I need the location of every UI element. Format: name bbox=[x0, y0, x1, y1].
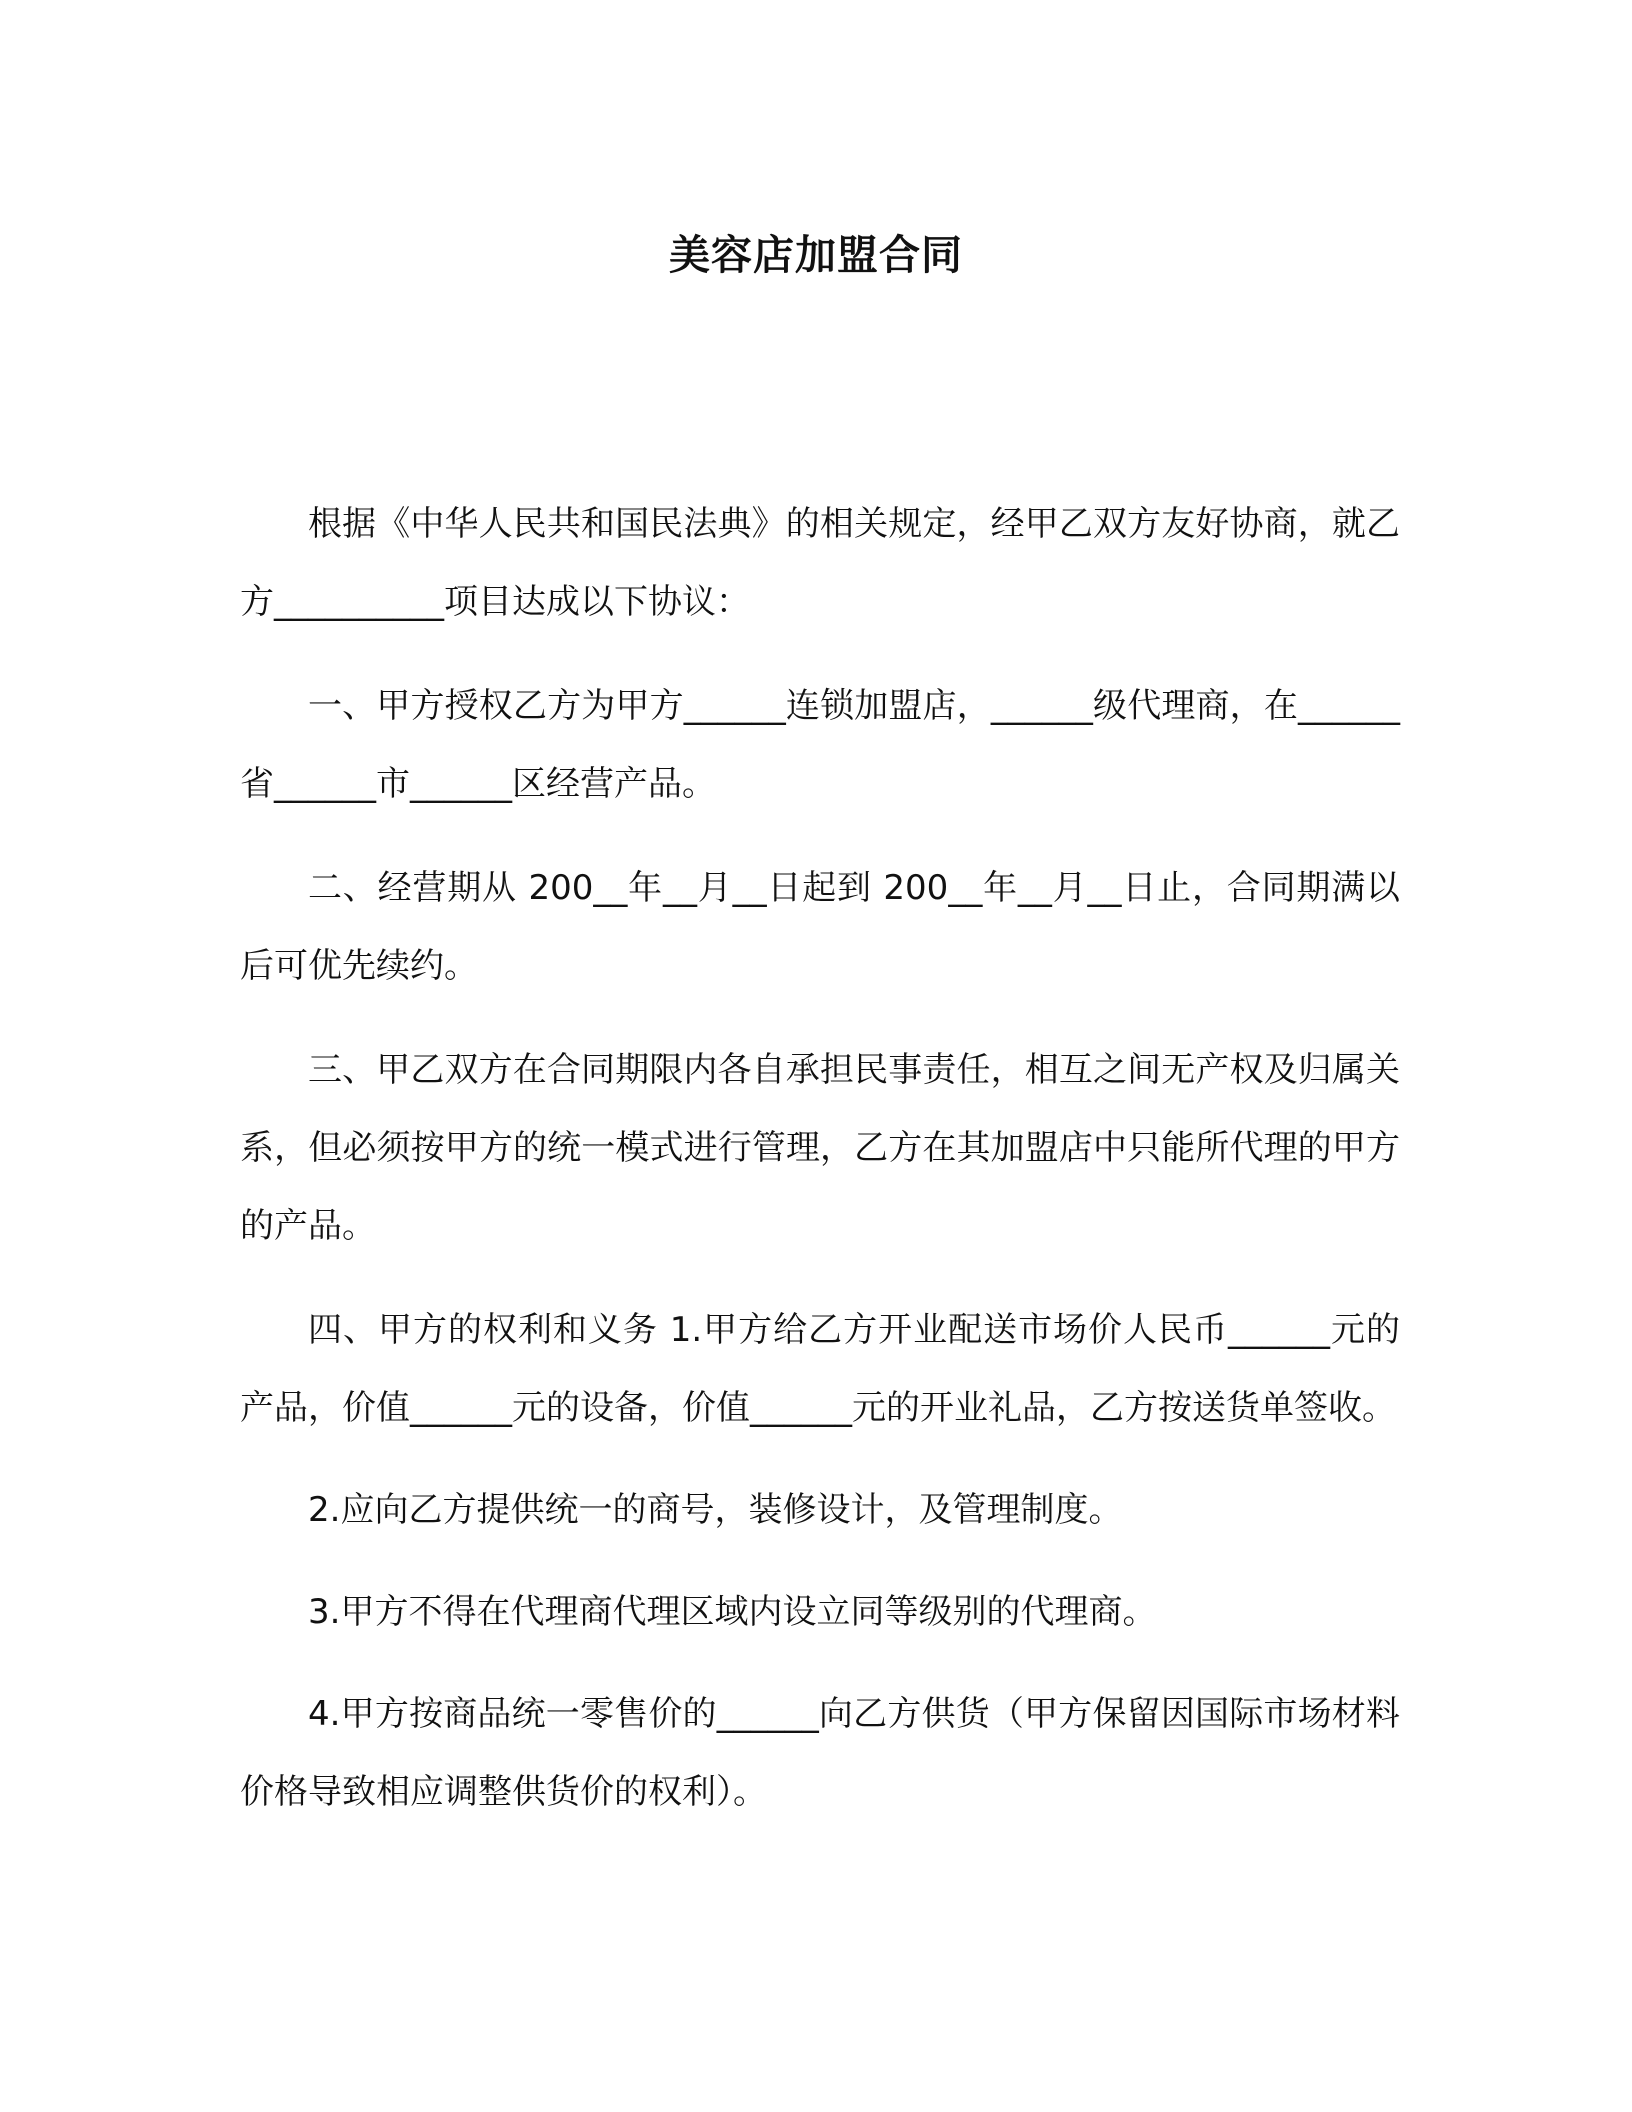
paragraph-clause-3: 三、甲乙双方在合同期限内各自承担民事责任，相互之间无产权及归属关系，但必须按甲方的统一模式进行管理，乙方在其加盟店中只能所代理的甲方的产品。 bbox=[240, 1050, 1400, 1246]
paragraph-clause-2: 二、经营期从 200__年__月__日起到 200__年__月__日止，合同期满以后可优先续约。 bbox=[240, 868, 1400, 986]
paragraph-clause-4-3: 3.甲方不得在代理商代理区域内设立同等级别的代理商。 bbox=[308, 1592, 1157, 1632]
document-title: 美容店加盟合同 bbox=[669, 231, 963, 279]
paragraph-clause-4-4: 4.甲方按商品统一零售价的______向乙方供货（甲方保留因国际市场材料价格导致相应调整供货价的权利）。 bbox=[240, 1694, 1400, 1812]
paragraph-clause-1: 一、甲方授权乙方为甲方______连锁加盟店，______级代理商，在______省______市______区经营产品。 bbox=[240, 686, 1400, 804]
paragraph-intro: 根据《中华人民共和国民法典》的相关规定，经甲乙双方友好协商，就乙方__________项目达成以下协议： bbox=[240, 504, 1400, 622]
paragraph-clause-4-2: 2.应向乙方提供统一的商号，装修设计，及管理制度。 bbox=[308, 1490, 1123, 1530]
paragraph-clause-4: 四、甲方的权利和义务 1.甲方给乙方开业配送市场价人民币______元的产品，价值______元的设备，价值______元的开业礼品，乙方按送货单签收。 bbox=[240, 1310, 1400, 1428]
document-body bbox=[240, 485, 1400, 1831]
